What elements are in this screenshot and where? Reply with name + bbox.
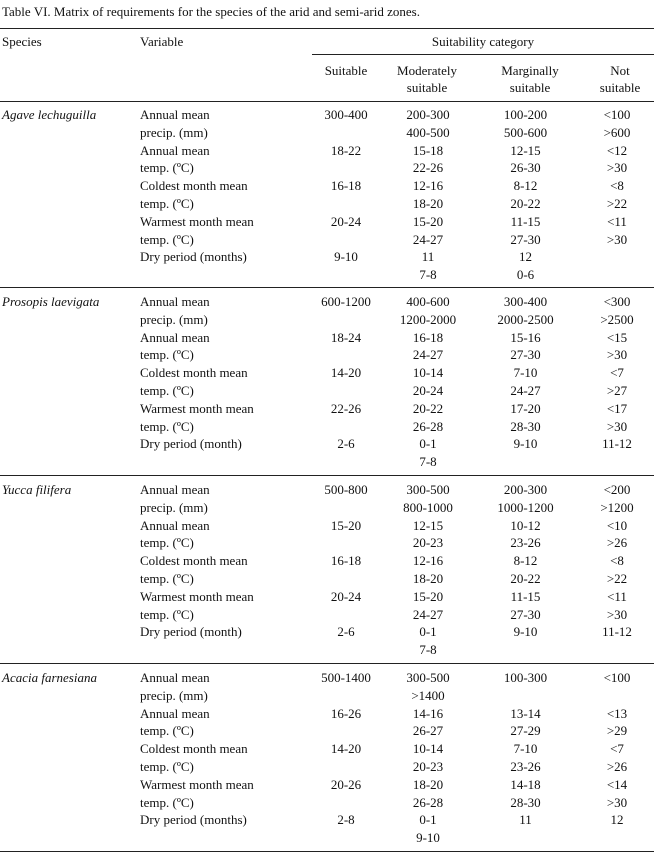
not-suitable-cell: <13 >29	[606, 705, 628, 739]
not-suitable-cell: <200 >1200	[600, 482, 634, 515]
suitable-cell: 22-26	[330, 400, 362, 416]
table-row	[0, 669, 654, 705]
group-separator-rule	[0, 287, 654, 288]
variable-cell: Annual mean temp. (ºC)	[140, 517, 210, 551]
marginally-cell: 11-15 27-30	[510, 588, 541, 622]
header-variable: Variable	[140, 34, 184, 49]
suitable-cell: 15-20	[330, 517, 362, 533]
moderately-cell: 11 7-8	[419, 249, 437, 283]
marginally-cell: 100-300	[503, 670, 548, 685]
moderately-cell: 15-20 24-27	[412, 588, 444, 622]
suitable-cell: 2-6	[337, 436, 355, 452]
suitable-cell: 16-26	[330, 705, 362, 721]
marginally-cell: 14-18 28-30	[510, 776, 541, 810]
not-suitable-cell: <11 >30	[606, 588, 628, 622]
header-bottom-rule	[0, 101, 654, 102]
suitable-cell: 16-18	[330, 553, 362, 569]
header-not-line2: suitable	[599, 80, 641, 95]
marginally-cell: 8-12 20-22	[510, 178, 541, 211]
variable-cell: Dry period (month)	[140, 436, 242, 452]
not-suitable-cell: <14 >30	[606, 776, 628, 810]
variable-cell: Warmest month mean temp. (ºC)	[140, 213, 254, 247]
suitable-cell: 20-24	[330, 213, 362, 229]
header-moderately-line1: Moderately	[397, 63, 457, 78]
moderately-cell: 300-500 800-1000	[403, 482, 453, 515]
moderately-cell: 12-15 20-23	[412, 517, 444, 551]
species-group-agave	[0, 106, 654, 284]
variable-cell: Annual mean precip. (mm)	[140, 670, 210, 703]
table-row	[0, 481, 654, 517]
header-suitability-category: Suitability category	[431, 34, 535, 49]
group-separator-rule	[0, 663, 654, 664]
not-suitable-cell: <8 >22	[606, 553, 628, 586]
header-not-line1: Not	[610, 63, 630, 78]
moderately-cell: 14-16 26-27	[412, 705, 444, 739]
marginally-cell: 11	[519, 812, 532, 828]
moderately-cell: 0-1 7-8	[419, 624, 437, 658]
moderately-cell: 18-20 26-28	[412, 776, 444, 810]
variable-cell: Warmest month mean temp. (ºC)	[140, 588, 254, 622]
species-group-yucca	[0, 481, 654, 659]
marginally-cell: 7-10 23-26	[510, 741, 541, 774]
variable-cell: Dry period (month)	[140, 624, 242, 640]
suitable-cell: 2-8	[337, 812, 355, 828]
moderately-cell: 12-16 18-20	[412, 178, 444, 211]
header-suitable: Suitable	[324, 63, 368, 78]
marginally-cell: 9-10	[513, 436, 538, 452]
not-suitable-cell: <17 >30	[606, 400, 628, 434]
suitable-cell: 18-24	[330, 329, 362, 345]
suitable-cell: 14-20	[330, 365, 362, 381]
suitable-cell: 20-24	[330, 588, 362, 604]
moderately-cell: 15-18 22-26	[412, 142, 444, 176]
suitable-cell: 600-1200	[321, 294, 371, 309]
moderately-cell: 0-1 9-10	[416, 812, 440, 846]
marginally-cell: 100-200 500-600	[503, 107, 548, 140]
not-suitable-cell: <15 >30	[606, 329, 628, 363]
variable-cell: Annual mean precip. (mm)	[140, 482, 210, 515]
species-name: Prosopis laevigata	[2, 294, 100, 309]
marginally-cell: 9-10	[513, 624, 538, 640]
variable-cell: Annual mean temp. (ºC)	[140, 329, 210, 363]
not-suitable-cell: <11 >30	[606, 213, 628, 247]
suitable-cell: 18-22	[330, 142, 362, 158]
variable-cell: Coldest month mean temp. (ºC)	[140, 365, 248, 398]
species-group-prosopis	[0, 293, 654, 471]
suitable-cell: 20-26	[330, 776, 362, 792]
table-caption: Table VI. Matrix of requirements for the species of the arid and semi-arid zones.	[2, 4, 420, 19]
variable-cell: Coldest month mean temp. (ºC)	[140, 178, 248, 211]
table-row	[0, 293, 654, 329]
group-separator-rule	[0, 475, 654, 476]
header-marginally-line1: Marginally	[501, 63, 559, 78]
marginally-cell: 11-15 27-30	[510, 213, 541, 247]
species-name: Acacia farnesiana	[2, 670, 97, 685]
moderately-cell: 12-16 18-20	[412, 553, 444, 586]
moderately-cell: 15-20 24-27	[412, 213, 444, 247]
suitable-cell: 16-18	[330, 178, 362, 194]
suitable-cell: 9-10	[334, 249, 358, 265]
variable-cell: Dry period (months)	[140, 812, 247, 828]
variable-cell: Annual mean temp. (ºC)	[140, 142, 210, 176]
suitable-cell: 300-400	[324, 107, 368, 122]
table-row	[0, 106, 654, 142]
marginally-cell: 10-12 23-26	[510, 517, 541, 551]
top-rule	[0, 28, 654, 29]
not-suitable-cell: <300 >2500	[600, 294, 634, 327]
moderately-cell: 0-1 7-8	[419, 436, 437, 470]
header-subrule	[312, 54, 654, 55]
moderately-cell: 400-600 1200-2000	[399, 294, 457, 327]
variable-cell: Annual mean temp. (ºC)	[140, 705, 210, 739]
moderately-cell: 20-22 26-28	[412, 400, 444, 434]
variable-cell: Warmest month mean temp. (ºC)	[140, 400, 254, 434]
species-name: Agave lechuguilla	[2, 107, 97, 122]
suitable-cell: 14-20	[330, 741, 362, 757]
not-suitable-cell: 11-12	[602, 624, 632, 640]
marginally-cell: 12 0-6	[516, 249, 535, 283]
not-suitable-cell: <7 >27	[606, 365, 628, 398]
not-suitable-cell: <8 >22	[606, 178, 628, 211]
header-marginally-line2: suitable	[509, 80, 551, 95]
not-suitable-cell: <12 >30	[606, 142, 628, 176]
moderately-cell: 10-14 20-24	[412, 365, 444, 398]
not-suitable-cell	[580, 248, 654, 284]
header-moderately-line2: suitable	[406, 80, 448, 95]
marginally-cell: 200-300 1000-1200	[497, 482, 554, 515]
variable-cell: Coldest month mean temp. (ºC)	[140, 553, 248, 586]
species-name: Yucca filifera	[2, 482, 72, 497]
species-group-acacia	[0, 669, 654, 847]
marginally-cell: 300-400 2000-2500	[497, 294, 554, 327]
not-suitable-cell: <100 >600	[603, 107, 631, 140]
variable-cell: Annual mean precip. (mm)	[140, 107, 210, 140]
variable-cell: Coldest month mean temp. (ºC)	[140, 741, 248, 774]
bottom-rule	[0, 851, 654, 852]
variable-cell: Annual mean precip. (mm)	[140, 294, 210, 327]
moderately-cell: 300-500 >1400	[406, 670, 450, 703]
not-suitable-cell: 11-12	[602, 436, 632, 452]
not-suitable-cell: <100	[603, 670, 631, 685]
suitable-cell: 2-6	[337, 624, 355, 640]
marginally-cell: 15-16 27-30	[510, 329, 541, 363]
moderately-cell: 16-18 24-27	[412, 329, 444, 363]
marginally-cell: 8-12 20-22	[510, 553, 541, 586]
marginally-cell: 17-20 28-30	[510, 400, 541, 434]
not-suitable-cell: <10 >26	[606, 517, 628, 551]
variable-cell: Dry period (months)	[140, 249, 247, 265]
not-suitable-cell: 12	[610, 812, 624, 828]
marginally-cell: 7-10 24-27	[510, 365, 541, 398]
marginally-cell: 12-15 26-30	[510, 142, 541, 176]
marginally-cell: 13-14 27-29	[510, 705, 541, 739]
variable-cell: Warmest month mean temp. (ºC)	[140, 776, 254, 810]
moderately-cell: 200-300 400-500	[406, 107, 450, 140]
moderately-cell: 10-14 20-23	[412, 741, 444, 774]
not-suitable-cell: <7 >26	[606, 741, 628, 774]
suitable-cell: 500-800	[324, 482, 368, 497]
header-species: Species	[2, 34, 42, 49]
suitable-cell: 500-1400	[321, 670, 371, 685]
